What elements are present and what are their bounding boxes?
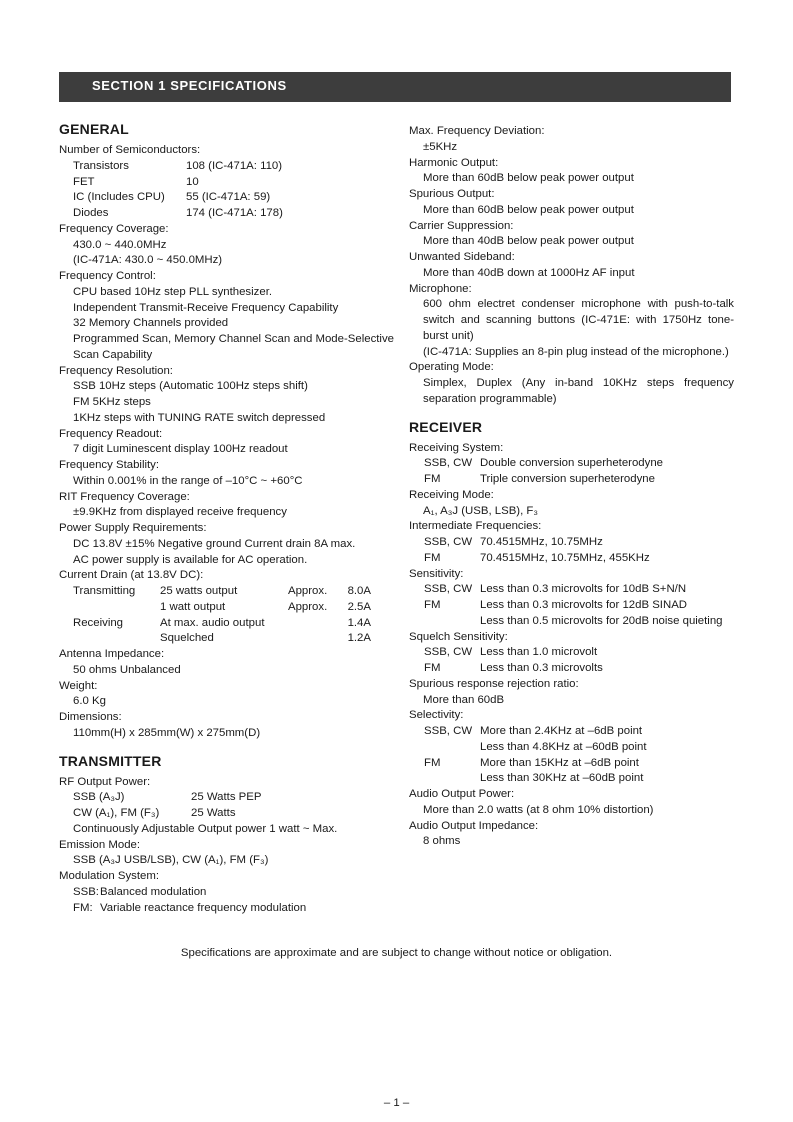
sel-mode: [409, 740, 480, 756]
if-mode: FM: [424, 551, 441, 564]
drain-value: 2.5A: [347, 600, 371, 613]
right-column: [409, 124, 734, 850]
spec-value: ±9.9KHz from displayed receive frequency: [73, 506, 287, 519]
spec-label: Frequency Stability:: [59, 459, 160, 471]
spec-label: Audio Output Impedance:: [409, 819, 539, 832]
section-header: [59, 72, 731, 102]
semis-row: [59, 206, 394, 222]
rf-value: 25 Watts PEP: [191, 791, 262, 804]
spec-label: Carrier Suppression:: [409, 219, 514, 232]
sens-mode: SSB, CW: [424, 583, 473, 596]
drain-cond: 25 watts output: [160, 585, 238, 597]
sel-value: Less than 30KHz at –60dB point: [480, 772, 644, 785]
sens-value: Less than 0.5 microvolts for 20dB noise quieting: [480, 614, 723, 627]
rf-mode: SSB (A₃J): [73, 791, 125, 804]
semis-value: 10: [186, 175, 199, 188]
drain-row: [59, 600, 394, 616]
spec-label: Harmonic Output:: [409, 156, 499, 169]
spec-value: 600 ohm electret condenser microphone with push-to-talk switch and scanning buttons (IC-471E: with 1750Hz tone-burst unit): [423, 298, 734, 342]
if-mode: SSB, CW: [424, 536, 473, 548]
spec-label: Receiving System:: [409, 441, 504, 454]
sq-mode: SSB, CW: [424, 646, 473, 659]
spec-value: SSB 10Hz steps (Automatic 100Hz steps shift): [73, 380, 308, 393]
drain-row: [59, 584, 394, 600]
mod-value: Variable reactance frequency modulation: [100, 901, 307, 914]
receiver-heading: RECEIVER: [409, 418, 483, 435]
spec-value: FM 5KHz steps: [73, 396, 151, 408]
sq-row: [409, 645, 734, 661]
drain-cond: At max. audio output: [160, 616, 265, 629]
spec-value: Continuously Adjustable Output power 1 watt ~ Max.: [73, 822, 338, 835]
sq-mode: FM: [424, 662, 441, 674]
transmitter-heading: TRANSMITTER: [59, 752, 162, 769]
spec-label: Frequency Readout:: [59, 427, 163, 440]
spec-value: DC 13.8V ±15% Negative ground Current drain 8A max.: [73, 537, 356, 550]
spec-label: Squelch Sensitivity:: [409, 630, 508, 643]
spec-label: Antenna Impedance:: [59, 648, 165, 660]
spec-value: More than 2.0 watts (at 8 ohm 10% distortion): [423, 803, 654, 816]
rf-row: [59, 806, 394, 822]
spec-label: Emission Mode:: [59, 838, 141, 851]
spec-value: Within 0.001% in the range of –10°C ~ +60°C: [73, 474, 303, 487]
spec-value: More than 40dB below peak power output: [423, 235, 634, 248]
mod-mode: SSB:: [73, 885, 99, 898]
sens-row: [409, 598, 734, 614]
spec-value: 430.0 ~ 440.0MHz: [73, 238, 167, 251]
spec-label: Frequency Control:: [59, 270, 156, 282]
sel-value: More than 2.4KHz at –6dB point: [480, 725, 643, 737]
spec-label: Current Drain (at 13.8V DC):: [59, 569, 204, 582]
sq-value: Less than 1.0 microvolt: [480, 646, 598, 659]
spec-label: Modulation System:: [59, 870, 160, 882]
sens-row: [409, 582, 734, 598]
spec-value: 7 digit Luminescent display 100Hz readout: [73, 443, 288, 456]
spec-label: Number of Semiconductors:: [59, 144, 201, 156]
spec-value: 32 Memory Channels provided: [73, 317, 229, 330]
spec-value: ±5KHz: [423, 140, 458, 153]
drain-mode: [59, 600, 160, 616]
semis-row: [59, 175, 394, 191]
rsys-row: [409, 472, 734, 488]
spec-label: Power Supply Requirements:: [59, 522, 207, 534]
spec-value: Independent Transmit-Receive Frequency Capability: [73, 301, 339, 314]
spec-label: Operating Mode:: [409, 361, 494, 374]
if-value: 70.4515MHz, 10.75MHz, 455KHz: [480, 551, 650, 564]
if-row: [409, 535, 734, 551]
spec-value: 50 ohms Unbalanced: [73, 663, 181, 676]
sel-mode: FM: [424, 756, 441, 769]
spec-value: (IC-471A: 430.0 ~ 450.0MHz): [73, 254, 223, 267]
spec-label: Receiving Mode:: [409, 488, 494, 501]
semis-row: [59, 159, 394, 175]
rf-row: [59, 790, 394, 806]
drain-approx: Approx.: [288, 585, 328, 597]
spec-value: Programmed Scan, Memory Channel Scan and Mode-Selective Scan Capability: [73, 333, 394, 361]
sel-row: [409, 724, 734, 740]
drain-row: [59, 616, 394, 632]
spec-value: CPU based 10Hz step PLL synthesizer.: [73, 285, 273, 298]
left-column: [59, 120, 394, 916]
drain-approx: [288, 616, 345, 632]
rf-value: 25 Watts: [191, 807, 236, 819]
drain-cond: 1 watt output: [160, 600, 226, 613]
spec-label: Unwanted Sideband:: [409, 251, 515, 263]
rsys-mode: SSB, CW: [424, 457, 473, 470]
semis-name: Transistors: [73, 159, 129, 172]
semis-name: IC (Includes CPU): [73, 191, 165, 204]
spec-label: Intermediate Frequencies:: [409, 520, 542, 533]
if-row: [409, 551, 734, 567]
spec-label: RF Output Power:: [59, 775, 151, 788]
spec-value: 1KHz steps with TUNING RATE switch depressed: [73, 411, 326, 424]
rsys-mode: FM: [424, 473, 441, 485]
footer-note: Specifications are approximate and are subject to change without notice or obligation.: [180, 947, 613, 959]
sel-mode: SSB, CW: [424, 725, 473, 737]
spec-value: 8 ohms: [423, 835, 461, 848]
sens-mode: FM: [424, 599, 441, 611]
general-heading: GENERAL: [59, 121, 129, 137]
semis-value: 55 (IC-471A: 59): [186, 191, 271, 204]
rf-mode: CW (A₁), FM (F₃): [73, 807, 160, 819]
spec-label: RIT Frequency Coverage:: [59, 490, 190, 503]
drain-mode: Transmitting: [73, 585, 136, 597]
spec-label: Sensitivity:: [409, 567, 464, 580]
spec-value: (IC-471A: Supplies an 8-pin plug instead of the microphone.): [423, 345, 729, 358]
spec-label: Frequency Coverage:: [59, 222, 169, 235]
spec-label: Weight:: [59, 679, 98, 692]
sel-mode: [409, 771, 480, 787]
spec-value: Simplex, Duplex (Any in-band 10KHz steps frequency separation programmable): [423, 377, 734, 405]
sens-value: Less than 0.3 microvolts for 12dB SINAD: [480, 599, 688, 611]
spec-value: A₁, A₃J (USB, LSB), F₃: [423, 504, 539, 517]
semis-value: 174 (IC-471A: 178): [186, 207, 283, 219]
semis-value: 108 (IC-471A: 110): [186, 159, 283, 172]
spec-label: Frequency Resolution:: [59, 364, 173, 377]
sens-row: [409, 614, 734, 630]
drain-row: [59, 631, 394, 647]
drain-value: 8.0A: [347, 585, 371, 597]
spec-value: SSB (A₃J USB/LSB), CW (A₁), FM (F₃): [73, 854, 269, 867]
spec-label: Microphone:: [409, 282, 472, 295]
drain-value: 1.2A: [347, 632, 371, 645]
rsys-value: Double conversion superheterodyne: [480, 457, 664, 470]
rsys-value: Triple conversion superheterodyne: [480, 473, 655, 485]
rsys-row: [409, 456, 734, 472]
semis-name: FET: [73, 175, 95, 188]
sq-row: [409, 661, 734, 677]
spec-label: Dimensions:: [59, 711, 122, 723]
spec-value: AC power supply is available for AC operation.: [73, 553, 308, 566]
mod-row: [59, 885, 394, 901]
spec-value: More than 60dB below peak power output: [423, 172, 634, 185]
spec-value: 6.0 Kg: [73, 695, 106, 708]
spec-label: Selectivity:: [409, 709, 464, 722]
sel-row: [409, 756, 734, 772]
sens-value: Less than 0.3 microvolts for 10dB S+N/N: [480, 583, 687, 596]
drain-approx: Approx.: [288, 600, 328, 613]
mod-row: [59, 901, 394, 917]
spec-value: 110mm(H) x 285mm(W) x 275mm(D): [73, 726, 261, 739]
spec-label: Spurious response rejection ratio:: [409, 677, 579, 690]
mod-mode: FM:: [73, 901, 93, 914]
sel-row: [409, 771, 734, 787]
sel-row: [409, 740, 734, 756]
spec-value: More than 60dB below peak power output: [423, 203, 634, 216]
spec-label: Max. Frequency Deviation:: [409, 125, 545, 137]
spec-label: Spurious Output:: [409, 188, 495, 200]
spec-label: Audio Output Power:: [409, 788, 515, 800]
drain-mode: [59, 631, 160, 647]
drain-mode: Receiving: [73, 616, 124, 629]
sel-value: More than 15KHz at –6dB point: [480, 756, 639, 769]
drain-value: 1.4A: [347, 616, 371, 629]
sel-value: Less than 4.8KHz at –60dB point: [480, 740, 647, 753]
drain-cond: Squelched: [160, 632, 214, 645]
semis-row: [59, 190, 394, 206]
section-title: SECTION 1 SPECIFICATIONS: [92, 78, 287, 93]
drain-approx: [288, 631, 345, 647]
spec-value: More than 60dB: [423, 693, 505, 706]
sq-value: Less than 0.3 microvolts: [480, 662, 603, 674]
if-value: 70.4515MHz, 10.75MHz: [480, 536, 603, 548]
page-number: – 1 –: [383, 1097, 410, 1109]
spec-value: More than 40dB down at 1000Hz AF input: [423, 266, 635, 279]
semis-name: Diodes: [73, 207, 109, 219]
mod-value: Balanced modulation: [100, 885, 207, 898]
sens-mode: [409, 614, 480, 630]
